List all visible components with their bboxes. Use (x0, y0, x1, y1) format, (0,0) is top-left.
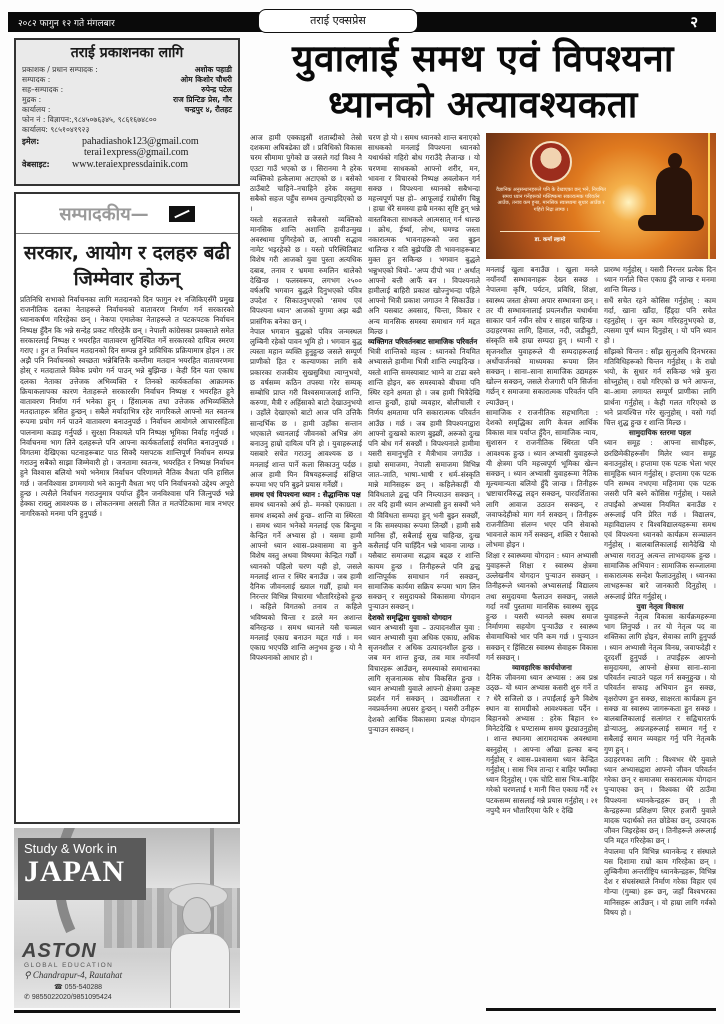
article-paragraph: समथ ध्यानको अर्थ हो– मनको एकाग्रता । समथ शब्दको अर्थ हुन्छ– शान्ति वा स्थिरता । समथ ध्यान भनेको मनलाई एक बिन्दुमा केन्द्रित गर्ने अभ्यास हो । यसमा हामी आफ्नो ध्यान श्वास–प्रश्वासमा वा कुनै विशेष वस्तु अथवा विषयमा केन्द्रित गर्छौं । ध्यानको पहिलो चरण यही हो, जसले मनलाई शान्त र स्थिर बनाउँछ । जब हामी दैनिक जीवनलाई ख्याल गर्छौं, हाम्रो मन निरन्तर विभिन्न विचारमा भौतारिरहेको हुन्छ । कहिले विगतको तनाव त कहिले भविष्यको चिन्ता र डरले मन अशान्त बनिरहन्छ । समथ ध्यानले यसै चञ्चल मनलाई एकाग्र बनाउन मद्दत गर्छ । मन एकाग्र भएपछि शान्ति अनुभव हुन्छ । यो नै विपश्यनाको आधार हो । (250, 500, 362, 663)
silhouette-head (668, 153, 682, 169)
student-image (164, 883, 236, 1008)
imprint-label: कार्यालय: ९८५१०४१९२३ (22, 125, 90, 134)
article-paragraph: नेपाल भगवान बुद्धको पवित्र जन्मस्थल लुम्बिनी रहेको पावन भूमि हो । भगवान बुद्ध त्यस्ता महान व्यक्ति हुनुहुन्छ जसले सम्पूर्ण प्राणीको हित र कल्याणका लागि सबै प्रकारका राजकीय सुखसुविधा त्याग्नुभयो, छ वर्षसम्म कठिन तपस्या गरेर सम्यक् सम्बोधि प्राप्त गरी विश्वसमाजलाई शान्ति, करुणा, मैत्री र अहिंसाको बाटो देखाउनुभयो । उहाँले देखाएको बाटो आज पनि उत्तिकै सान्दर्भिक छ । हामी उहाँका सन्तान भएकाले ध्यानलाई जीवनको अभिन्न अंग बनाउनु हाम्रो दायित्व पनि हो । युवाहरूलाई यसबारे सचेत गराउनु आवश्यक छ । मनलाई शान्त पार्ने कला सिकाउनु पर्दछ । आज हामी यिन विषयहरूलाई संक्षिप्त रूपमा भए पनि बुझ्ने प्रयास गर्नेछौं । (250, 326, 362, 489)
article-paragraph: नेपालमा पनि विभिन्न ध्यानकेन्द्र र संस्थाले यस दिशामा राम्रो काम गरिरहेका छन् । लुम्बिनीमा अन्तर्राष्ट्रिय ध्यानकेन्द्रहरू, विभिन्न देश र संघसंस्थाले निर्माण गरेका विहार एवं गोन्पा (गुम्बा) हरू छन्, जहाँ विश्वभरका मानिसहरू आउँछन् । यो हाम्रा लागि गर्वको विषय हो । (604, 846, 716, 917)
imprint-row (22, 75, 232, 85)
phone-icon: ☎ (54, 984, 65, 991)
website-label: वेबसाइट: (22, 160, 50, 169)
article-paragraph: भित्री शान्तिको महत्त्व : ध्यानको नियमित अभ्यासले हामीमा भित्री शान्ति ल्याइदिन्छ । यस्तो शान्ति समस्याबाट भाग्ने वा टाढा बस्ने शान्ति होइन, बरु समस्याको बीचमा पनि स्थिर रहने क्षमता हो । जब हामी भित्रैदेखि शान्त हुन्छौं, हाम्रो व्यवहार, बोलीचाली र निर्णय क्षमतामा पनि सकारात्मक परिवर्तन आउँछ । गर्छ । जब हामी विपश्यनाद्वारा आफ्नो दुःखको कारण बुझ्छौं, अरूको दुःख पनि बोध गर्न सक्छौं । विपश्यनाले हामीमा यसरी समानुभूति र मैत्रीभाव जगाउँछ । हाम्रो समाजमा, नेपाली समाजमा विभिन्न जात–जाति, भाषा–भाषी र धर्म–संस्कृति मान्ने मानिसहरू छन् । कहिलेकाहीं यी विविधताले द्वन्द्व पनि निम्त्याउन सक्छन् । तर यदि हामी ध्यान अभ्यासी हुन सक्यौं भने यी विविधता सम्पदा हुन् भनी बुझ्न सक्छौं, न कि समस्याका रूपमा लिन्छौं । हामी सबै मानिस हौं, सबैलाई सुख चाहिन्छ, दुःख कसैलाई पनि चाहिँदैन भन्ने भावना जाग्छ । यसैबाट समाजमा सद्भाव बढ्छ र शान्ति कायम हुन्छ । तिनीहरूले पनि द्वन्द्व शान्तिपूर्वक समाधान गर्न सक्छन्, सामाजिक कार्यमा सक्रिय रूपमा भाग लिन सक्छन् र समुदायको विकासमा योगदान पुर्‍याउन सक्छन् । (368, 347, 480, 612)
imprint-title: तराई प्रकाशनका लागि (70, 45, 184, 61)
article-column-2 (368, 133, 480, 1013)
article-paragraph: सामाजिक र राजनीतिक सहभागिता : देशको समृद्धिका लागि केवल आर्थिक विकास मात्र पर्याप्त हुँदैन, सामाजिक न्याय, सुशासन र राजनीतिक स्थिरता पनि आवश्यक हुन्छ । ध्यान अभ्यासी युवाहरूले यी क्षेत्रमा पनि महत्त्वपूर्ण भूमिका खेल्न सक्छन् । ध्यान अभ्यासी युवाहरूमा नैतिक मूल्यमान्यता बलियो हुँदै जान्छ । तिनीहरू भ्रष्टाचारविरुद्ध लड्न सक्छन्, पारदर्शिताका लागि आवाज उठाउन सक्छन्, र जवाफदेहीको माग गर्न सक्छन् । तिनीहरू राजनीतिमा संलग्न भएर पनि सेवाको भावनाले काम गर्ने सक्छन्, शक्ति र पैसाको लोभमा होइन । (486, 407, 598, 550)
article-paragraph: मनलाई खुला बनाउँछ । खुला मनले नयाँनयाँ सम्भावनाहरू देख्न सक्छ । नेपालमा कृषि, पर्यटन, प्रविधि, शिक्षा, स्वास्थ्य जस्ता क्षेत्रमा अपार सम्भावना छन् । तर यी सम्भावनालाई प्रयत्नशील यथार्थमा साकार पार्न नवीन सोच र साहस चाहिन्छ । उदाहरणका लागि, हिमाल, नदी, जडीबुटी, संस्कृति सबै हाम्रा सम्पदा हुन् । ध्यानी र सृजनशील युवाहरूले यी सम्पदाहरूलाई अर्थोपार्जनको माध्यमका रूपमा लिन सक्छन् । साना–साना सामाजिक उद्यमहरू खोल्न सक्छन्, जसले रोजगारी पनि सिर्जना गर्छन् र समाजमा सकारात्मक परिवर्तन पनि ल्याउँछन् । (486, 265, 598, 407)
page-header-bar (8, 12, 716, 32)
imprint-row (22, 105, 232, 115)
ad-brand-sub: GLOBAL EDUCATION (24, 962, 114, 969)
imprint-value: रुपेन्द्र पटेल (201, 85, 232, 94)
article-paragraph: ध्यान समूह : आफ्ना साथीहरू, छरछिमेकीहरूसँग मिलेर ध्यान समूह बनाउनुहोस् । हप्तामा एक पटक भेला भएर सामूहिक ध्यान गर्नुहोस् । हप्तामा एक पटक पनि सम्भव नभएमा महिनामा एक पटक जसरी पनि बस्ने कोसिस गर्नुहोस् । यसले तपाईंको अभ्यास नियमित बनाउँछ र अरूलाई पनि प्रेरित गर्छ । विद्यालय, महाविद्यालय र विश्वविद्यालयहरूमा समथ एवं विपश्यना ध्यानको कार्यक्रम सञ्चालन गर्नुहोस् । बालबालिकालाई सानैदेखि यो अभ्यास गराउनु अत्यन्त लाभदायक हुन्छ । सामाजिक अभियान : सामाजिक सञ्जालमा सकारात्मक सन्देश फैलाउनुहोस् । ध्यानका लाभहरूका बारे जानकारी दिनुहोस् । अरूलाई प्रेरित गर्नुहोस् । (604, 438, 716, 601)
headline-line-2: ध्यानको अत्यावश्यकता (328, 83, 638, 126)
article-column-3 (486, 265, 598, 1005)
article-paragraph: ध्यान अभ्यासी युवा – उत्पादनशील युवा : ध्यान अभ्यासी युवा अधिक एकाग्र, अधिक सृजनशील र अधिक उत्पादनशील हुन्छ । जब मन शान्त हुन्छ, तब मात्र नयाँनयाँ विचारहरू आउँछन्, समस्याको समाधानका लागि सृजनात्मक सोच विकसित हुन्छ । ध्यान अभ्यासी युवाले आफ्नो क्षेत्रमा उत्कृष्ट प्रदर्शन गर्न सक्छन् । उद्यमशीलता र नवप्रवर्तनमा अग्रसर हुन्छन् । यसरी उनीहरू देशको आर्थिक विकासमा प्रत्यक्ष योगदान पुर्‍याउन सक्छन् । (368, 622, 480, 734)
imprint-value: ओम किशोर चौधरी (180, 75, 232, 84)
advertisement[interactable] (14, 828, 240, 1008)
location-pin-icon: ⚲ (24, 970, 33, 980)
ad-country: JAPAN (24, 855, 126, 888)
silhouette-body (656, 167, 692, 219)
article-subheading: सामुदायिक स्तरमा पहल (628, 428, 692, 438)
article-subheading: देशको समृद्धिमा युवाको योगदान (368, 612, 452, 622)
author-portrait (530, 141, 572, 183)
article-paragraph: युवाहरूले नेतृत्व विकास कार्यक्रमहरूमा भाग लिनुपर्छ । तर यो नेतृत्व पद वा शक्तिका लागि होइन, सेवाका लागि हुनुपर्छ । ध्यान अभ्यासी नेतृत्व विनम्र, जवाफदेही र दूरदर्शी हुनुपर्छ । तपाईंहरू आफ्नो समुदायमा, आफ्नो क्षेत्रमा साना–साना परिवर्तन ल्याउने पहल गर्न सक्नुहुन्छ । यो परिवर्तन सफाइ अभियान हुन सक्छ, वृक्षरोपण हुन सक्छ, साक्षरता कार्यक्रम हुन सक्छ वा स्वास्थ्य जागरूकता हुन सक्छ । बालबालिकालाई सत्संगत र सद्विचारतर्फ डोर्‍याउनु, अग्रजहरूलाई सम्मान गर्नु र सबैलाई समान व्यवहार गर्नु पनि नेतृत्वकै गुण हुन् । (604, 611, 716, 754)
imprint-value: राज प्रिन्टिङ प्रेस, गौर (173, 95, 232, 104)
ad-banner (18, 838, 146, 900)
editorial-label-text: सम्पादकीय— (59, 203, 149, 225)
article-paragraph: दैनिक जीवनमा ध्यान अभ्यास : अब प्रश्न उठ्छ– यो ध्यान अभ्यास कसरी शुरु गर्ने त ? धेरै सजिलो छ । तपाईंलाई कुनै विशेष स्थान वा सामग्रीको आवश्यकता पर्दैन । बिहानको अभ्यास : हरेक बिहान १० मिनेटदेखि १ घण्टासम्म समय छुट्याउनुहोस् । शान्त स्थानमा आरामदायक अवस्थामा बस्नुहोस् । आफ्ना आँखा हल्का बन्द गर्नुहोस् र श्वास–प्रश्वासमा ध्यान केन्द्रित गर्नुहोस् । सास भित्र तान्दा र बाहिर फ्याँक्दा ध्यान दिनुहोस् । एक चोटि सास भित्र–बाहिर गरेको चरणलाई १ मानी चित्त एकाग्र गर्दै २१ पटकसम्म सासलाई गन्ने प्रयास गर्नुहोस् । २१ नपुग्दै मन भौतारिएमा फेरि १ देखि (486, 673, 598, 815)
ad-mobile (24, 993, 112, 1001)
imprint-label: सम्पादक : (22, 75, 51, 84)
ad-mobile-text: 9855022020/9851095424 (31, 994, 112, 1001)
article-subheading: समथ एवं विपश्यना ध्यान : सैद्धान्तिक पक्ष (250, 490, 361, 500)
article-subheading: व्यक्तिगत परिवर्तनबाट सामाजिक परिवर्तन (368, 337, 478, 347)
ad-brand-logo: ASTON (22, 940, 97, 962)
editorial-box (14, 192, 240, 824)
article-paragraph: आज हामी एक्काइसौं शताब्दीको तेस्रो दशकमा अघिबढेका छौं । प्रविधिको विकास चरम सीमामा पुगेको छ जसले गर्दा विश्व नै एउटा गाउँ भएको छ । सिरानमा नै हरेक व्यक्तिको हत्केलामा अटाएको छ । बसेको ठाउँबाटै चाहिने–नचाहिने हरेक वस्तुमा सबैको सहज पहुँच सम्भव तुल्याइदिएको छ । (250, 133, 362, 214)
imprint-row (22, 95, 232, 105)
imprint-row (22, 65, 232, 75)
article-paragraph: शिक्षा र स्वास्थ्यमा योगदान : ध्यान अभ्यासी युवाहरूले शिक्षा र स्वास्थ्य क्षेत्रमा उल्लेखनीय योगदान पुर्‍याउन सक्छन् । तिनीहरूले ध्यानको अभ्यासलाई विद्यालय तथा समुदायमा फैलाउन सक्छन्, जसले गर्दा नयाँ पुस्तामा मानसिक स्वास्थ्य सुदृढ हुन्छ । यसरी ध्यानले स्वस्थ समाज निर्माणमा सहयोग पुर्‍याउँछ र स्वास्थ्य सेवामाथिको भार पनि कम गर्छ । पुर्‍याउन सक्छन् र हिंसिटस स्वास्थ्य सेवाहरू विकास गर्न सक्छन् । (486, 550, 598, 662)
ad-tagline: Study & Work in (24, 841, 117, 856)
article-paragraph: चरण हो यो । समथ ध्यानको शान्त बनाएको साधकको मनलाई विपश्यना ध्यानको यथार्थको गहिरो बोध गराउँदै लैजान्छ । यो चरणमा साधकको आफ्नो शरीर, मन, भावना र विचारको निष्पक्ष अवलोकन गर्न सक्छ । विपश्यना ध्यानको सबैभन्दा महत्त्वपूर्ण पक्ष हो– आफूलाई राम्रोसँग चिन्नु । हाम्रा धेरै समस्या हाम्रै मनका सृष्टि हुन् भन्ने वास्तविकता साधकले आत्मसात् गर्न थाल्छ । क्रोध, ईर्ष्या, लोभ, घमण्ड जस्ता नकारात्मक भावनाहरूको जरा बुझ्न थालिन्छ र यति बुझेपछि ती भावनाहरूबाट मुक्त हुन सकिन्छ । भगवान बुद्धले भन्नुभएको थियो– 'अप्प दीपो भव ।' अर्थात् आफ्नो बत्ती आफैं बन । विपश्यनाले हामीलाई बाहिरी प्रकाश खोज्नुभन्दा पहिले आफ्नो भित्री प्रकाश जगाउन नै सिकाउँछ । अनि यसबाट अवसाद, चिन्ता, विकार र अन्य मानसिक समस्या समाधान गर्न मद्दत मिल्छ । (368, 133, 480, 336)
article-column-1 (250, 133, 362, 1013)
imprint-value: अशोक पहाडी (194, 65, 232, 74)
article-paragraph: साँझको चिन्तन : साँझ सुत्नुअघि दिनभरका गतिविधिहरूको चिन्तन गर्नुहोस् । के राम्रो भयो, के सुधार गर्न सकिन्छ भन्ने कुरा सोच्नुहोस् । राम्रो गरिएको छ भने आफन्त, बा–आमा लगायत सम्पूर्ण प्राणीका लागि प्रार्थना गर्नुहोस् । केही गलत गरिएको छ भने प्रायश्चित्त गरेर सुत्नुहोस् । यसो गर्दा चित्त शुद्ध हुन्छ र शान्ति मिल्छ । (604, 346, 716, 428)
imprint-label: कार्यालय : (22, 105, 51, 114)
ad-address (24, 970, 122, 981)
article-paragraph: यस्तो सहजताले सबैजसो व्यक्तिको मानसिक शान्ति अशान्ति हावीउन्मुख अवस्थामा पुगिरहेको छ, आपसी सद्भाव नामेट भइरहेको छ । यस्तो परिस्थितिबाट विशेष गरी आजको युवा पुस्ता अत्यधिक दबाब, तनाव र भ्रममा रुमलिन थालेको देखिन्छ । फलस्वरूप, लगभग २५०० वर्षअघि भगवान बुद्धले दिनुभएको पवित्र उपदेश र सिकाउनुभएको 'समथ एवं विपश्यना ध्यान' आजको युगमा अझ बढी प्रासंगिक बनेका छन् । (250, 214, 362, 326)
email-1[interactable]: pahadiashok123@gmail.com (82, 136, 199, 147)
ad-phone (54, 983, 102, 991)
quote-author: डा. कर्मा ल्हामो (534, 237, 566, 243)
article-subheading: युवा नेतृत्व विकास (636, 601, 684, 611)
mobile-icon: ✆ (24, 994, 32, 1001)
article-photo (486, 133, 716, 259)
editorial-section-label (16, 194, 238, 234)
headline-line-1: युवालाई समथ एवं विपश्यना (292, 37, 674, 80)
editorial-title: सरकार, आयोग र दलहरु बढी जिम्मेवार होऊन् (23, 242, 231, 290)
imprint-box (14, 38, 240, 186)
website-link[interactable]: www.teraiexpressdainik.com (72, 159, 188, 170)
ad-address-text: Chandrapur-4, Rautahat (32, 970, 123, 980)
page-number: २ (690, 13, 698, 31)
imprint-row (22, 85, 232, 95)
email-label: इमेल: (22, 137, 40, 146)
divider (14, 1010, 240, 1013)
article-column-4 (604, 265, 716, 1005)
imprint-row (22, 115, 232, 125)
imprint-row (22, 125, 232, 135)
editorial-body: प्रतिनिधि सभाको निर्वाचनका लागि मतदानको दिन फागुन २१ नजिकिएसँगै प्रमुख राजनीतिक दलका नेताहरूले निर्वाचनको वातावरण निर्माण गर्न सरकारको ध्यानाकर्षण गरिरहेका छन् । नेकपा एमालेका नेताहरूले त पटकपटक निर्वाचन निष्पक्ष हुँदैन कि भन्ने सन्देह प्रकट गरिरहेकै छन् । नेपाली कांग्रेसका प्रवक्ताले समेत सरकारलाई निष्पक्ष र भयरहित वातावरण सुनिश्चित गर्ने सरकारको दायित्व स्मरण गराए । हुन त निर्वाचन मतदानको दिन सम्पन्न हुने प्राविधिक प्रक्रियामात्र होइन । तर अझै पनि निर्वाचनको स्वच्छता भन्नेबित्तिकै कम्तीमा मतदान भयरहित वातावरणमा होस् र मतदाताले विवेक प्रयोग गर्न पाउन् भन्ने बुझिन्छ । केही दिन यता एकाध दलका नेताका उत्तेजक अभिव्यक्ति र तिनको कार्यकर्ताका आक्रामक क्रियाकलापका कारण नेताहरूले सरकारसँग निर्वाचन निष्पक्ष र भयरहित हुने वातावरण निर्माण गर्न भनेका हुन् । हिंसात्मक तथा उत्तेजक अभिव्यक्तिले मतदाताहरू त्रसित हुन्छन् । सबैले मर्यादाभित्र रहेर नागरिकले आफ्नो मत स्वतन्त्र रूपमा प्रयोग गर्न पाउने वातावरण बनाउनुपर्छ । निर्वाचन आयोगले आचारसंहिता पालनामा कडाइ गर्नुपर्छ । सुरक्षा निकायले पनि निष्पक्ष भूमिका निर्वाह गर्नुपर्छ । निर्वाचनमा भाग लिने दलहरूले पनि आफ्ना कार्यकर्तालाई संयमित बनाउनुपर्छ । विगतमा देखिएका घटनाहरूबाट पाठ सिक्दै यसपटक शान्तिपूर्ण निर्वाचन सम्पन्न गराउनु सबैको साझा जिम्मेवारी हो । जनतामा स्वतन्त्र, भयरहित र निष्पक्ष निर्वाचन हुने विश्वास बलियो भयो भनेमात्र निर्वाचन परिणामले नैतिक वैधता पनि हासिल गर्छ । जनविश्वास डगमगायो भने कानुनी वैधता भए पनि निर्वाचनको उद्देश्य अपूरो हुन्छ । त्यसैले निर्वाचन गराउनुमात्र पर्याप्त हुँदैन जनविश्वास पनि जित्नुपर्छ भन्ने हेक्का राख्नु आवश्यक छ । लोकतन्त्रमा असली जित त मतपेटिकामा मात्र नभएर नागरिकको मनमा पनि हुनुपर्छ । (20, 295, 234, 519)
email-row (22, 136, 232, 147)
article-paragraph: प्रारम्भ गर्नुहोस् । यसरी निरन्तर प्रत्येक दिन ध्यान गर्नाले चित्त एकाग्र हुँदै जान्छ र मनमा शान्ति मिल्छ । (604, 265, 716, 295)
photo-quote: वैज्ञानिक अनुसन्धानहरूले पनि के देखाएका छन् भने, नियमित समथ ध्यान गर्नेहरूको मस्तिष्कमा सकारात्मक परिवर्तन आउँछ, तनाव कम हुन्छ, मानसिक स्वास्थ्यमा सुधार आउँछ र गहिरो निद्रा लाग्छ । (496, 187, 606, 213)
quote-divider (500, 231, 600, 232)
article-paragraph: सधैं सचेत रहने कोसिस गर्नुहोस् : काम गर्दा, खाना खाँदा, हिँड्दा पनि सचेत रहनुहोस् । जुन काम गरिरहनुभएको छ, त्यसमा पूर्ण ध्यान दिनुहोस् । यो पनि ध्यान हो । (604, 295, 716, 346)
imprint-value: चन्द्रपुर ४, रौतहट (184, 105, 232, 114)
imprint-label: प्रकाशक / प्रधान सम्पादक : (22, 65, 98, 74)
divider (486, 1008, 716, 1011)
article-headline (250, 36, 716, 128)
website-row (22, 159, 232, 170)
article-paragraph: उदाहरणका लागि : विश्वभर धेरै युवाले ध्यान अभ्यासद्वारा आफ्नो जीवन परिवर्तन गरेका छन् र समाजमा सकारात्मक योगदान पुर्‍याएका छन् । विश्वका धेरै ठाउँमा विपश्यना ध्यानकेन्द्रहरू छन् । ती केन्द्रहरूमा प्रशिक्षण लिएर हजारौं युवाले मादक पदार्थको लत छोडेका छन्, उत्पादक जीवन जिइरहेका छन् । तिनीहरूले अरूलाई पनि मद्दत गरिरहेका छन् । (604, 754, 716, 846)
photo-accent-stripe (708, 133, 710, 259)
article-subheading: व्यावहारिक कार्ययोजना (512, 662, 572, 672)
issue-date: २०८२ फागुन १२ गते मंगलबार (18, 19, 115, 29)
imprint-label: फोन नं : विज्ञापन:,९८४५०७६३४५, ९८६१६७४८०० (22, 115, 157, 124)
email-2[interactable]: terai1express@gmail.com (84, 147, 189, 158)
masthead-logo: तराई एक्सप्रेस (258, 9, 418, 33)
ad-phone-text: 055-540288 (64, 984, 103, 991)
imprint-label: मुद्रक : (22, 95, 42, 104)
imprint-label: सह–सम्पादक : (22, 85, 64, 94)
pen-icon (169, 206, 195, 222)
